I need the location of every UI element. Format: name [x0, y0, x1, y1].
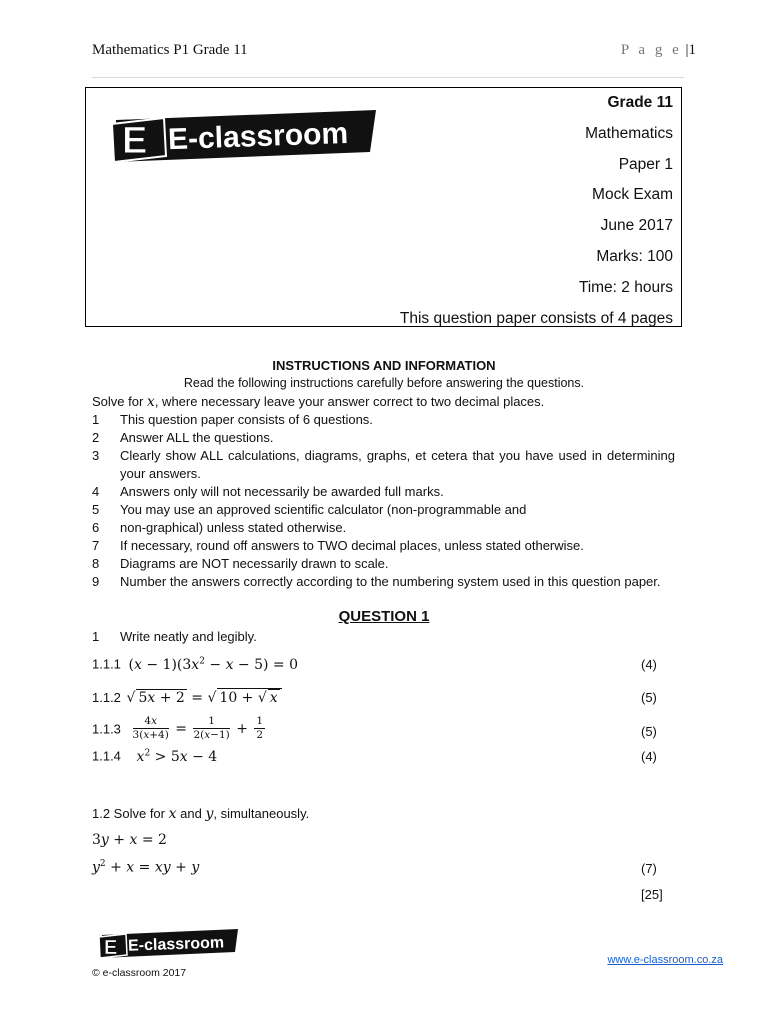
instruction-item: 8 Diagrams are NOT necessarily drawn to scale. — [92, 556, 389, 571]
question-number: 1.1.3 — [92, 721, 121, 737]
equation: $\frac{4x}{3(x+4)}$ = $\frac{1}{2(x-1)}$ + $\frac{1}{2}$ — [132, 715, 264, 741]
solve-variable: x — [146, 394, 155, 410]
equation-2: $y^2 + x$ = xy + y — [92, 859, 200, 876]
instructions-subtitle: Read the following instructions carefully before answering the questions. — [183, 376, 585, 390]
instruction-item: 6 non-graphical) unless stated otherwise. — [92, 520, 347, 535]
marks-1-1-4: (4) — [641, 749, 657, 764]
cover-marks: Marks: 100 — [596, 247, 673, 265]
marks-1-1-1: (4) — [641, 657, 657, 672]
instruction-item: 7 If necessary, round off answers to TWO decimal places, unless stated otherwise. — [92, 538, 584, 553]
cover-subject: Mathematics — [585, 124, 673, 142]
page-separator: | — [685, 42, 689, 58]
instruction-item: 3 Clearly show ALL calculations, diagrams, graphs, et cetera that you have used in determining your answers. — [92, 448, 675, 481]
page-number: 1 — [688, 42, 696, 58]
question-number: 1.1.1 — [92, 656, 121, 672]
instructions-list — [92, 411, 675, 591]
question-1-1-2 — [92, 688, 282, 706]
page-indicator — [621, 42, 696, 59]
cover-paper: Paper 1 — [618, 155, 673, 173]
instruction-item: 4 Answers only will not necessarily be awarded full marks. — [92, 484, 444, 499]
solve-text-pre: Solve for — [92, 394, 147, 409]
equation: $(x - 1)(3x^2 - x - 5) = 0$ — [128, 656, 299, 673]
footer-e-classroom-logo — [98, 927, 240, 963]
question-1-intro: 1 Write neatly and legibly. — [92, 629, 257, 644]
cover-grade: Grade 11 — [607, 94, 673, 111]
cover-time: Time: 2 hours — [578, 278, 673, 296]
equation-1: 3y + x = 2 — [92, 832, 167, 848]
svg-text:E: E — [122, 120, 148, 162]
svg-text:E: E — [104, 937, 118, 959]
footer-copyright: © e-classroom 2017 — [92, 967, 187, 979]
equation: √ 5x + 2 = √ 10 + √ x — [127, 690, 282, 706]
instruction-item: 2 Answer ALL the questions. — [92, 430, 274, 445]
question-1-heading: QUESTION 1 — [338, 608, 430, 625]
instruction-item: 9 Number the answers correctly according to the numbering system used in this question paper. — [92, 574, 661, 589]
page-word: P a g e — [620, 42, 682, 58]
instruction-item: 1 This question paper consists of 6 questions. — [92, 412, 373, 427]
instructions-title: INSTRUCTIONS AND INFORMATION — [272, 358, 496, 373]
question-number: 1.1.4 — [92, 748, 121, 764]
question-1-1-4 — [92, 748, 217, 765]
question-1-1-1 — [92, 656, 298, 673]
footer-website-link[interactable]: www.e-classroom.co.za — [607, 954, 723, 966]
marks-1-2: (7) — [641, 861, 657, 876]
question-1-total: [25] — [641, 887, 663, 902]
marks-1-1-2: (5) — [641, 690, 657, 705]
instruction-item: 5 You may use an approved scientific calculator (non-programmable and — [92, 502, 527, 517]
footer-logo-wordmark: E-classroom — [127, 934, 225, 955]
logo-wordmark: E-classroom — [167, 116, 349, 157]
question-number: 1.1.2 — [92, 690, 121, 705]
marks-1-1-3: (5) — [641, 724, 657, 739]
document-header-title: Mathematics P1 Grade 11 — [92, 42, 248, 58]
cover-box — [85, 87, 682, 327]
cover-exam-type: Mock Exam — [592, 186, 673, 204]
cover-pages: This question paper consists of 4 pages — [399, 309, 673, 327]
inequality: $x^2 > 5x - 4$ — [136, 748, 218, 765]
cover-date: June 2017 — [600, 217, 673, 235]
solve-text-post: , where necessary leave your answer correct to two decimal places. — [154, 394, 545, 409]
question-1-2: 1.2 Solve for x and y, simultaneously. — [92, 806, 310, 822]
header-divider — [92, 77, 684, 78]
cover-details — [400, 90, 673, 336]
solve-instruction — [92, 394, 544, 410]
question-1-1-3 — [92, 715, 267, 742]
e-classroom-logo — [110, 106, 380, 170]
